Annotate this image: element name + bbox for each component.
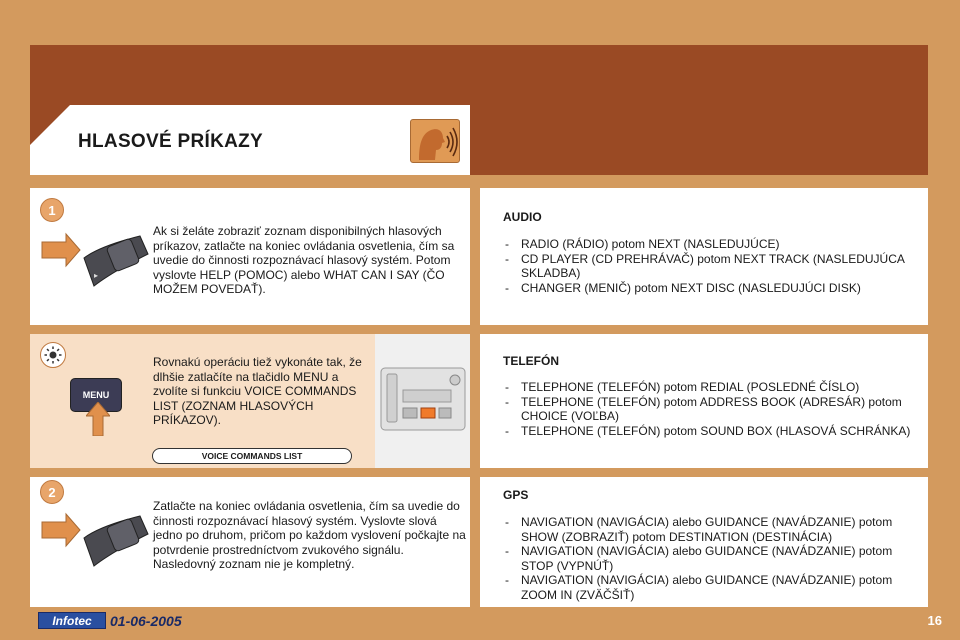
speaking-head-icon [410, 119, 460, 163]
list-item: - NAVIGATION (NAVIGÁCIA) alebo GUIDANCE (NAVÁDZANIE) potom ZOOM IN (ZVÄČŠIŤ) [503, 573, 918, 602]
svg-text:▸: ▸ [94, 271, 99, 280]
list-item: - RADIO (RÁDIO) potom NEXT (NASLEDUJÚCE) [503, 237, 918, 252]
gps-list [503, 515, 918, 603]
pointer-arrow-icon [86, 402, 110, 436]
phone-title: TELEFÓN [503, 354, 559, 368]
lighting-stalk-icon [40, 228, 150, 308]
footer-date: 01-06-2005 [110, 613, 182, 629]
tip-text: Rovnakú operáciu tiež vykonáte tak, že dlhšie zatlačíte na tlačidlo MENU a zvolíte si funkciu VOICE COMMANDS LIST (ZOZNAM HLASOVÝCH PRÍKAZOV). [153, 355, 362, 428]
audio-panel [480, 188, 928, 325]
gps-panel [480, 477, 928, 607]
voice-commands-list-button[interactable]: VOICE COMMANDS LIST [152, 448, 352, 464]
radio-unit-icon [375, 334, 470, 468]
sun-icon [40, 342, 66, 368]
step2-text: Zatlačte na koniec ovládania osvetlenia, čím sa uvedie do činnosti rozpoznávací hlasový systém. Vyslovte slová jedno po druhom, pričom po každom vyslovení počkajte na potvrdenie prostredníctvom zvukového signálu. Nasledovný zoznam nie je kompletný. [153, 499, 466, 572]
list-item: - TELEPHONE (TELEFÓN) potom REDIAL (POSLEDNÉ ČÍSLO) [503, 380, 918, 395]
step2-number: 2 [40, 480, 64, 504]
list-item: - TELEPHONE (TELEFÓN) potom ADDRESS BOOK (ADRESÁR) potom CHOICE (VOĽBA) [503, 395, 918, 424]
step1-number: 1 [40, 198, 64, 222]
phone-panel [480, 334, 928, 468]
infotec-logo: Infotec [38, 612, 106, 629]
menu-key: MENU [70, 378, 122, 412]
page-number: 16 [927, 613, 942, 628]
list-item: - NAVIGATION (NAVIGÁCIA) alebo GUIDANCE (NAVÁDZANIE) potom SHOW (ZOBRAZIŤ) potom DESTINATION (DESTINÁCIA) [503, 515, 918, 544]
audio-title: AUDIO [503, 210, 542, 224]
list-item: - CHANGER (MENIČ) potom NEXT DISC (NASLEDUJÚCI DISK) [503, 281, 918, 296]
list-item: - TELEPHONE (TELEFÓN) potom SOUND BOX (HLASOVÁ SCHRÁNKA) [503, 424, 918, 439]
step1-text: Ak si želáte zobraziť zoznam disponibilných hlasových príkazov, zatlačte na koniec ovládania osvetlenia, čím sa uvedie do činnosti rozpoznávací hlasový systém. Potom vyslovte HELP (POMOC) alebo WHAT CAN I SAY (ČO MOŽEM POVEDAŤ). [153, 224, 455, 297]
list-item: - NAVIGATION (NAVIGÁCIA) alebo GUIDANCE (NAVÁDZANIE) potom STOP (VYPNÚŤ) [503, 544, 918, 573]
page-title: HLASOVÉ PRÍKAZY [78, 131, 264, 152]
audio-list [503, 237, 918, 295]
gps-title: GPS [503, 488, 529, 502]
list-item: - CD PLAYER (CD PREHRÁVAČ) potom NEXT TRACK (NASLEDUJÚCA SKLADBA) [503, 252, 918, 281]
phone-list [503, 380, 918, 438]
lighting-stalk-icon [40, 508, 150, 588]
